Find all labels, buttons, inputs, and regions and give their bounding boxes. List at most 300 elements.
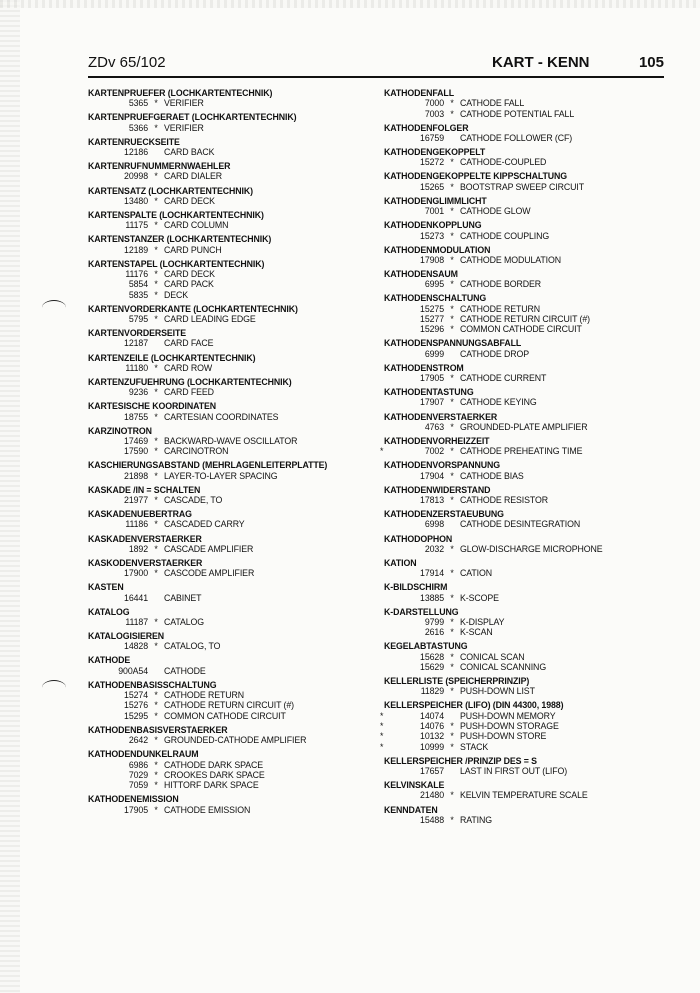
reliability-mark: * [154, 171, 158, 182]
english-equivalent: CATHODE CURRENT [460, 373, 547, 384]
translation-row [380, 446, 666, 457]
english-equivalent: CATHODE COUPLING [460, 230, 550, 241]
entry-term: KATHODENVORSPANNUNG [384, 460, 501, 471]
translation-row [88, 98, 370, 108]
term-number: 1892 [128, 543, 148, 554]
entry-term: KARTENSATZ (LOCHKARTENTECHNIK) [88, 185, 253, 196]
entry-term: KATHODENSTROM [384, 362, 464, 373]
translation-row [384, 422, 666, 432]
entry-term: KARZINOTRON [88, 425, 152, 436]
translation-row [88, 412, 370, 422]
english-equivalent: CATHODE BORDER [460, 279, 542, 290]
dictionary-entry [380, 700, 666, 752]
term-number: 11187 [125, 617, 148, 627]
translation-row [88, 471, 370, 481]
translation-row [384, 815, 666, 825]
reliability-mark: * [450, 279, 454, 290]
english-equivalent: VERIFIER [164, 122, 204, 133]
term-number: 11176 [125, 269, 148, 280]
english-equivalent: CARD COLUMN [164, 220, 229, 231]
reliability-mark: * [450, 397, 454, 408]
english-equivalent: PUSH-DOWN MEMORY [460, 710, 556, 721]
translation-row [88, 666, 370, 676]
english-equivalent: CATHODE KEYING [460, 397, 537, 408]
translation-row [384, 652, 666, 662]
reliability-mark: * [450, 731, 454, 742]
dictionary-entry [88, 304, 370, 325]
english-equivalent: CARD DIALER [164, 171, 223, 182]
english-equivalent: CATHODE BIAS [460, 470, 524, 481]
english-equivalent: COMMON CATHODE CIRCUIT [164, 710, 286, 721]
term-number: 21977 [124, 495, 148, 506]
term-number: 17914 [420, 568, 444, 579]
entry-term: KARTENSPALTE (LOCHKARTENTECHNIK) [88, 209, 264, 220]
term-number: 15265 [420, 181, 444, 192]
term-number: 17900 [124, 568, 148, 579]
translation-row [384, 593, 666, 603]
entry-term: KARTENZUFUEHRUNG (LOCHKARTENTECHNIK) [88, 376, 292, 387]
english-equivalent: CARD FACE [164, 338, 214, 349]
english-equivalent: COMMON CATHODE CIRCUIT [460, 324, 582, 335]
reliability-mark: * [450, 470, 454, 481]
dictionary-entry [384, 509, 666, 530]
term-number: 15296 [420, 324, 444, 335]
reliability-mark: * [154, 362, 158, 373]
dictionary-entry [88, 234, 370, 255]
term-number: 17469 [124, 435, 148, 446]
translation-row [88, 314, 370, 324]
english-equivalent: BACKWARD-WAVE OSCILLATOR [164, 435, 298, 446]
reliability-mark: * [450, 721, 454, 732]
english-equivalent: CARD ROW [164, 362, 213, 373]
english-equivalent: CATHODE FALL [460, 98, 525, 109]
term-number: 21480 [420, 790, 444, 801]
entry-term: KARTENVORDERKANTE (LOCHKARTENTECHNIK) [88, 303, 298, 314]
translation-row [380, 710, 666, 721]
entry-term: KATHODENTASTUNG [384, 387, 474, 398]
translation-row [88, 196, 370, 206]
translation-row [88, 220, 370, 230]
translation-row [88, 760, 370, 770]
dictionary-entry [384, 558, 666, 579]
reliability-mark: * [450, 651, 454, 662]
term-number: 17813 [420, 495, 444, 506]
term-number: 17907 [420, 397, 444, 408]
translation-row [88, 495, 370, 505]
dictionary-entry [384, 460, 666, 481]
english-equivalent: CARD PACK [164, 279, 214, 290]
english-equivalent: LAYER-TO-LAYER SPACING [164, 470, 278, 481]
translation-row [88, 290, 370, 300]
translation-row [88, 711, 370, 721]
entry-term: KARTENSTAPEL (LOCHKARTENTECHNIK) [88, 258, 265, 269]
english-equivalent: CROOKES DARK SPACE [164, 769, 265, 780]
term-number: 13480 [124, 195, 148, 206]
entry-term: KARTENVORDERSEITE [88, 328, 187, 339]
reliability-mark: * [154, 495, 158, 506]
dictionary-entry [384, 269, 666, 290]
reliability-mark: * [154, 435, 158, 446]
dictionary-entry [384, 756, 666, 777]
reliability-mark: * [154, 804, 158, 815]
term-number: 5366 [128, 122, 148, 133]
entry-term: KATHODENGLIMMLICHT [384, 195, 487, 206]
entry-term: KASTEN [88, 582, 124, 593]
reliability-mark: * [154, 195, 158, 206]
translation-row [384, 471, 666, 481]
term-number: 20998 [124, 171, 148, 182]
translation-row [88, 147, 370, 157]
term-number: 15273 [420, 230, 444, 241]
term-number: 4763 [424, 421, 444, 432]
reliability-mark: * [450, 98, 454, 109]
dictionary-entry [88, 210, 370, 231]
term-number: 16759 [420, 132, 444, 143]
term-number: 17590 [124, 446, 148, 457]
term-number: 9236 [128, 387, 148, 398]
entry-term: KARTENPRUEFGERAET (LOCHKARTENTECHNIK) [88, 112, 297, 123]
translation-row [384, 544, 666, 554]
entry-term: KARTESISCHE KOORDINATEN [88, 401, 217, 412]
english-equivalent: KELVIN TEMPERATURE SCALE [460, 790, 588, 801]
dictionary-entry [88, 680, 370, 721]
translation-row [384, 304, 666, 314]
translation-row [384, 182, 666, 192]
reliability-mark: * [154, 122, 158, 133]
english-equivalent: CATHODE DROP [460, 348, 530, 359]
english-equivalent: CATHODE MODULATION [460, 254, 561, 265]
reliability-mark: * [154, 387, 158, 398]
term-number: 7001 [424, 206, 444, 217]
translation-row [88, 363, 370, 373]
entry-term: KATHODENSAUM [384, 269, 458, 280]
entry-term: KELVINSKALE [384, 780, 445, 791]
entry-term: KELLERSPEICHER /PRINZIP DES = S [384, 755, 537, 766]
dictionary-entry [384, 196, 666, 217]
term-number: 7002 [424, 446, 444, 457]
dictionary-entry [88, 534, 370, 555]
dictionary-entry [384, 485, 666, 506]
reliability-mark: * [154, 759, 158, 770]
translation-row [88, 780, 370, 790]
dictionary-entry [384, 338, 666, 359]
dictionary-entry [88, 353, 370, 374]
dictionary-entry [384, 607, 666, 638]
english-equivalent: VERIFIER [164, 98, 204, 109]
english-equivalent: CATHODE-COUPLED [460, 157, 547, 168]
entry-term: KARTENPRUEFER (LOCHKARTENTECHNIK) [88, 88, 273, 98]
entry-term: KATHODENVORHEIZZEIT [384, 435, 490, 446]
dictionary-entry [88, 88, 370, 109]
reliability-mark: * [154, 244, 158, 255]
reliability-mark: * [154, 470, 158, 481]
entry-term: KATHODENGEKOPPELT [384, 147, 486, 158]
dictionary-entry [384, 88, 666, 119]
status-flag: * [380, 446, 384, 457]
term-number: 16441 [124, 592, 148, 603]
status-flag: * [380, 721, 384, 732]
term-number: 6986 [128, 759, 148, 770]
reliability-mark: * [450, 421, 454, 432]
english-equivalent: CASCADED CARRY [164, 519, 245, 530]
term-number: 15629 [420, 661, 444, 672]
english-equivalent: CATHODE RETURN [164, 690, 245, 701]
term-number: 7029 [128, 769, 148, 780]
english-equivalent: DECK [164, 289, 189, 300]
section-range: KART - KENN [492, 54, 590, 71]
entry-term: KATHODENSPANNUNGSABFALL [384, 338, 522, 349]
entries-column-right [380, 88, 666, 829]
english-equivalent: CATHODE RESISTOR [460, 495, 549, 506]
translation-row [88, 123, 370, 133]
entry-term: KATHODENGEKOPPELTE KIPPSCHALTUNG [384, 171, 568, 182]
reliability-mark: * [154, 735, 158, 746]
entry-term: KATALOGISIEREN [88, 631, 164, 642]
term-number: 14074 [420, 710, 444, 721]
term-number: 10132 [420, 731, 444, 742]
dictionary-entry [384, 641, 666, 672]
english-equivalent: CASCADE, TO [164, 495, 223, 506]
entry-term: KATHODE [88, 655, 131, 666]
dictionary-entry [88, 460, 370, 481]
reliability-mark: * [450, 206, 454, 217]
translation-row [88, 338, 370, 348]
dictionary-entry [88, 749, 370, 790]
term-number: 7000 [424, 98, 444, 109]
term-number: 5795 [128, 314, 148, 325]
entry-term: KELLERSPEICHER (LIFO) (DIN 44300, 1988) [384, 700, 564, 711]
entry-term: KATALOG [88, 606, 130, 617]
english-equivalent: CASCODE AMPLIFIER [164, 568, 255, 579]
translation-row [384, 98, 666, 108]
translation-row [88, 446, 370, 456]
dictionary-entry [384, 534, 666, 555]
term-number: 7059 [128, 780, 148, 791]
dictionary-entry [384, 676, 666, 697]
term-number: 15272 [420, 157, 444, 168]
english-equivalent: GROUNDED-PLATE AMPLIFIER [460, 421, 588, 432]
scan-edge-left [0, 0, 20, 993]
dictionary-entry [384, 363, 666, 384]
reliability-mark: * [154, 279, 158, 290]
translation-row [380, 731, 666, 742]
english-equivalent: CARD BACK [164, 147, 215, 158]
entry-term: KARTENSTANZER (LOCHKARTENTECHNIK) [88, 234, 272, 245]
english-equivalent: CONICAL SCANNING [460, 661, 547, 672]
english-equivalent: HITTORF DARK SPACE [164, 780, 259, 791]
dictionary-entry [88, 794, 370, 815]
english-equivalent: K-SCOPE [460, 592, 499, 603]
dictionary-entry [88, 558, 370, 579]
entry-term: KARTENRUFNUMMERNWAEHLER [88, 161, 231, 172]
reliability-mark: * [450, 592, 454, 603]
translation-row [384, 255, 666, 265]
translation-row [384, 662, 666, 672]
translation-row [384, 627, 666, 637]
english-equivalent: CATALOG [164, 617, 205, 627]
reliability-mark: * [154, 568, 158, 579]
translation-row [384, 397, 666, 407]
translation-row [384, 617, 666, 627]
reliability-mark: * [450, 790, 454, 801]
reliability-mark: * [450, 254, 454, 265]
dictionary-entry [88, 607, 370, 628]
translation-row [88, 593, 370, 603]
dictionary-entry [88, 401, 370, 422]
reliability-mark: * [154, 519, 158, 530]
translation-row [384, 495, 666, 505]
header-rule [88, 76, 664, 78]
english-equivalent: CARD PUNCH [164, 244, 222, 255]
entry-term: KATHODENDUNKELRAUM [88, 749, 199, 760]
translation-row [88, 171, 370, 181]
dictionary-entry [88, 112, 370, 133]
term-number: 2032 [424, 543, 444, 554]
dictionary-entry [88, 259, 370, 300]
translation-row [88, 519, 370, 529]
english-equivalent: GLOW-DISCHARGE MICROPHONE [460, 543, 603, 554]
entry-term: K-BILDSCHIRM [384, 582, 448, 593]
dictionary-entry [380, 435, 666, 457]
status-flag: * [380, 741, 384, 752]
english-equivalent: PUSH-DOWN STORE [460, 731, 547, 742]
entry-term: KATHODENBASISVERSTAERKER [88, 724, 228, 735]
translation-row [380, 721, 666, 732]
english-equivalent: CATHODE RETURN CIRCUIT (#) [164, 700, 295, 711]
term-number: 15275 [420, 303, 444, 314]
term-number: 15276 [124, 700, 148, 711]
reliability-mark: * [450, 157, 454, 168]
english-equivalent: CATHODE PREHEATING TIME [460, 446, 583, 457]
entry-term: KATHODENMODULATION [384, 244, 491, 255]
entry-term: KASKADENUEBERTRAG [88, 509, 192, 520]
document-code: ZDv 65/102 [88, 54, 166, 71]
status-flag: * [380, 731, 384, 742]
term-number: 15628 [420, 651, 444, 662]
english-equivalent: K-SCAN [460, 627, 493, 638]
entry-term: KATHODENBASISSCHALTUNG [88, 679, 217, 690]
binder-hole-mark-lower [42, 680, 66, 695]
english-equivalent: CATHODE [164, 665, 206, 676]
scan-edge-top [0, 0, 700, 8]
dictionary-entry [88, 582, 370, 603]
english-equivalent: CARD FEED [164, 387, 214, 398]
reliability-mark: * [450, 543, 454, 554]
term-number: 15295 [124, 710, 148, 721]
reliability-mark: * [450, 303, 454, 314]
translation-row [88, 387, 370, 397]
term-number: 5854 [128, 279, 148, 290]
reliability-mark: * [450, 741, 454, 752]
reliability-mark: * [450, 314, 454, 325]
dictionary-entry [384, 123, 666, 144]
entry-term: KATHODENKOPPLUNG [384, 220, 482, 231]
dictionary-entry [384, 805, 666, 826]
english-equivalent: PUSH-DOWN STORAGE [460, 721, 559, 732]
reliability-mark: * [450, 446, 454, 457]
term-number: 18755 [124, 411, 148, 422]
entry-term: KATHODENZERSTAEUBUNG [384, 509, 504, 520]
reliability-mark: * [154, 769, 158, 780]
translation-row [384, 133, 666, 143]
english-equivalent: CATION [460, 568, 492, 579]
term-number: 11180 [125, 362, 148, 373]
reliability-mark: * [450, 324, 454, 335]
english-equivalent: CONICAL SCAN [460, 651, 525, 662]
dictionary-entry [384, 147, 666, 168]
entry-term: KARTENZEILE (LOCHKARTENTECHNIK) [88, 352, 256, 363]
dictionary-entry [88, 137, 370, 158]
entry-term: KATHODENWIDERSTAND [384, 484, 491, 495]
reliability-mark: * [450, 181, 454, 192]
english-equivalent: CATHODE DARK SPACE [164, 759, 264, 770]
dictionary-entry [384, 387, 666, 408]
reliability-mark: * [450, 495, 454, 506]
term-number: 12189 [124, 244, 148, 255]
english-equivalent: CATHODE EMISSION [164, 804, 251, 815]
english-equivalent: BOOTSTRAP SWEEP CIRCUIT [460, 181, 584, 192]
translation-row [88, 544, 370, 554]
reliability-mark: * [154, 617, 158, 627]
entry-term: KARTENRUECKSEITE [88, 136, 180, 147]
translation-row [88, 245, 370, 255]
dictionary-entry [88, 161, 370, 182]
reliability-mark: * [450, 617, 454, 627]
translation-row [384, 279, 666, 289]
reliability-mark: * [450, 568, 454, 579]
entry-term: KATHODENSCHALTUNG [384, 293, 487, 304]
dictionary-entry [88, 725, 370, 746]
term-number: 5365 [128, 98, 148, 109]
english-equivalent: PUSH-DOWN LIST [460, 686, 535, 697]
reliability-mark: * [154, 289, 158, 300]
dictionary-entry [384, 582, 666, 603]
reliability-mark: * [450, 661, 454, 672]
dictionary-entry [88, 186, 370, 207]
binder-hole-mark-upper [42, 300, 66, 315]
entry-term: KELLERLISTE (SPEICHERPRINZIP) [384, 676, 530, 687]
translation-row [88, 641, 370, 651]
english-equivalent: RATING [460, 814, 492, 825]
translation-row [384, 324, 666, 334]
english-equivalent: K-DISPLAY [460, 617, 505, 627]
term-number: 6999 [424, 348, 444, 359]
reliability-mark: * [450, 627, 454, 638]
term-number: 15488 [420, 814, 444, 825]
translation-row [88, 436, 370, 446]
dictionary-entry [384, 171, 666, 192]
term-number: 17908 [420, 254, 444, 265]
entry-term: KATHODENFOLGER [384, 122, 469, 133]
dictionary-entry [88, 509, 370, 530]
reliability-mark: * [154, 98, 158, 109]
english-equivalent: CARD DECK [164, 269, 215, 280]
translation-row [384, 790, 666, 800]
entry-term: KASKADENVERSTAERKER [88, 533, 202, 544]
term-number: 2642 [128, 735, 148, 746]
translation-row [384, 568, 666, 578]
term-number: 12186 [124, 147, 148, 158]
dictionary-entry [88, 485, 370, 506]
term-number: 12187 [124, 338, 148, 349]
term-number: 15274 [124, 690, 148, 701]
entry-term: KATHODENVERSTAERKER [384, 411, 498, 422]
term-number: 17657 [420, 766, 444, 777]
dictionary-entry [88, 631, 370, 652]
entry-term: KATHODENEMISSION [88, 794, 179, 805]
entry-term: K-DARSTELLUNG [384, 606, 459, 617]
translation-row [384, 109, 666, 119]
